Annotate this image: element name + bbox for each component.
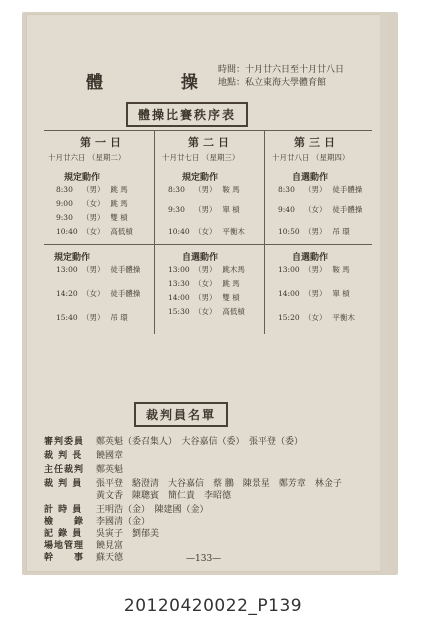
event-time: 時間：十月廿六日至十月廿八日 [218,65,345,75]
schedule-row: 13:00 （男） 鞍 馬 [278,265,350,274]
event-meta [218,64,344,90]
referee-row: 檢 錄 李國清（金） [44,517,151,527]
page-fold-shadow [380,14,390,572]
schedule-top-rule [44,130,372,131]
referee-row: 審判委員 鄭英魁（委召集人） 大谷嘉信（委） 張平登（委） [44,437,304,447]
day-1-session-rule [44,244,154,245]
schedule-row: 15:40 （男） 吊 環 [56,313,128,322]
schedule-row: 10:40 （女） 高低槓 [56,227,133,236]
day-3-session-rule [264,244,372,245]
image-caption: 20120420022_P139 [123,596,303,616]
referee-heading: 裁判員名單 [134,402,228,427]
schedule-row: 9:30 （男） 單 槓 [168,205,240,214]
column-divider-2 [264,130,265,334]
schedule-row: 8:30 （男） 跳 馬 [56,185,128,194]
schedule-row: 8:30 （男） 鞍 馬 [168,185,240,194]
day-2-date: 十月廿七日 （星期三） [162,153,240,162]
schedule-row: 9:40 （女） 徒手體操 [278,205,363,214]
day-2-session-rule [154,244,264,245]
day-2-label: 第二日 [188,136,233,149]
referee-row: 場地管理 饒見富 [44,541,124,551]
column-divider-1 [154,130,155,334]
schedule-row: 15:30 （女） 高低槓 [168,307,245,316]
page-number: —133— [186,554,222,564]
day-1-label: 第一日 [80,136,125,149]
referee-row: 幹 事 蘇天德 [44,553,124,563]
day-3-session-2-title: 自選動作 [292,253,329,263]
referee-row: 計 時 員 王明浩（金） 陳建國（金） [44,505,209,515]
day-2-session-2-title: 自選動作 [182,253,219,263]
schedule-row: 14:00 （男） 單 槓 [278,289,350,298]
referee-row: 記 錄 員 吳寅子 劉郁美 [44,529,160,539]
day-3-label: 第三日 [294,136,339,149]
schedule-row: 9:00 （女） 跳 馬 [56,199,128,208]
schedule-row: 13:30 （女） 跳 馬 [168,279,240,288]
schedule-row: 14:00 （男） 雙 槓 [168,293,240,302]
schedule-row: 13:00 （男） 跳木馬 [168,265,245,274]
schedule-row: 15:20 （女） 平衡木 [278,313,355,322]
day-1-session-2-title: 規定動作 [54,253,91,263]
schedule-row: 10:40 （女） 平衡木 [168,227,245,236]
schedule-row: 8:30 （男） 徒手體操 [278,185,363,194]
schedule-heading: 體操比賽秩序表 [126,102,248,127]
page-title: 體 操 [86,73,234,93]
referee-row: 裁 判 長 饒國章 [44,451,124,461]
day-1-date: 十月廿六日 （星期二） [48,153,126,162]
referee-row: 裁 判 員 張平登 駱澄清 大谷嘉信 蔡 鵬 陳景星 鄭芳章 林金子 [44,479,342,489]
event-venue: 地點：私立東海大學體育館 [218,78,327,88]
referee-row-continued: 黃文香 陳聰賓 簡仁貴 李昭德 [96,491,232,501]
document-page [26,14,390,572]
schedule-row: 10:50 （男） 吊 環 [278,227,350,236]
referee-row: 主任裁判 鄭英魁 [44,465,124,475]
day-3-session-1-title: 自選動作 [292,173,329,183]
schedule-row: 14:20 （女） 徒手體操 [56,289,141,298]
schedule-row: 9:30 （男） 雙 槓 [56,213,128,222]
day-2-session-1-title: 規定動作 [182,173,219,183]
schedule-row: 13:00 （男） 徒手體操 [56,265,141,274]
day-1-session-1-title: 規定動作 [64,173,101,183]
day-3-date: 十月廿八日 （星期四） [272,153,350,162]
